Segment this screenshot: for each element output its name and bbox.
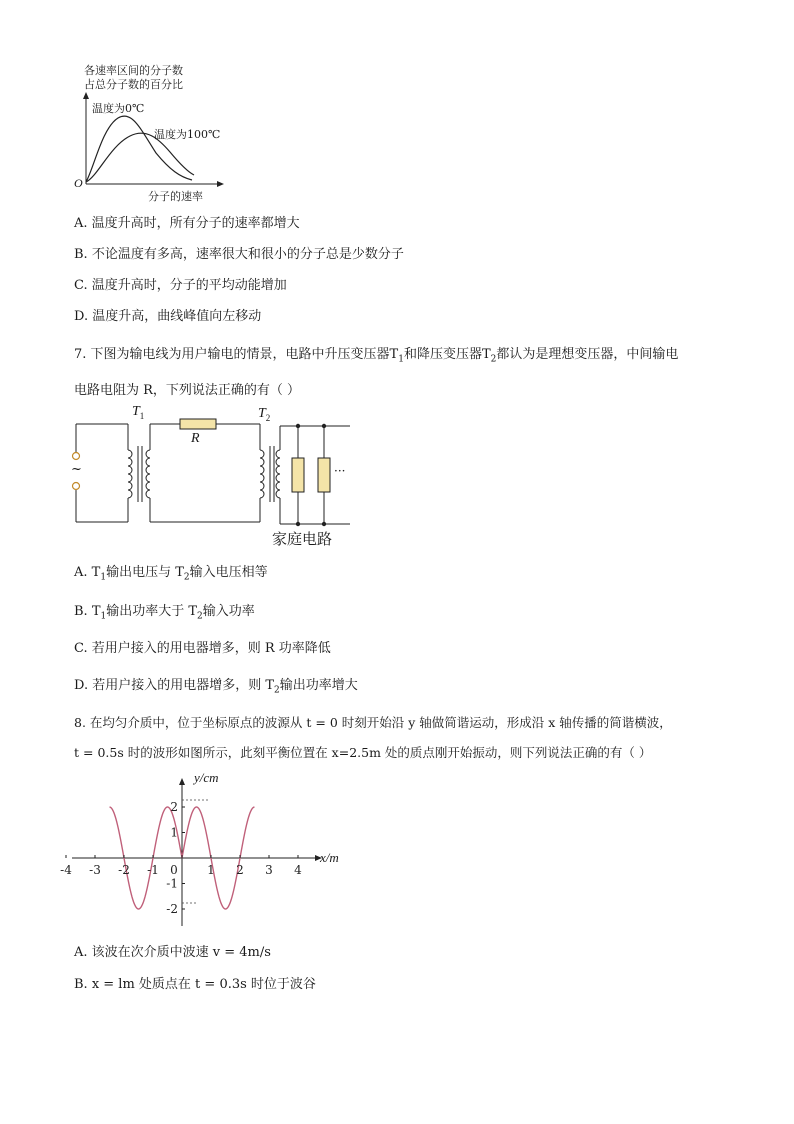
x-tick-label: -3	[89, 863, 101, 877]
wave-svg	[60, 770, 346, 930]
wave-graph	[60, 770, 346, 930]
load-2	[318, 458, 330, 492]
x-tick-label: -1	[147, 863, 159, 877]
terminal-top	[73, 453, 80, 460]
q7-option-c: C. 若用户接入的用电器增多，则 R 功率降低	[74, 641, 331, 656]
q8-option-a: A. 该波在次介质中波速 v = 4m/s	[74, 945, 271, 960]
q7-option-d: D. 若用户接入的用电器增多，则 $T_2$输出功率增大	[74, 678, 358, 696]
q6-option-c: C. 温度升高时，分子的平均动能增加	[74, 278, 287, 293]
q7-stem-line1: 7. 下图为输电线为用户输电的情景，电路中升压变压器$T_1$和降压变压器$T_2$都认为是理想变压器，中间输电	[74, 347, 679, 365]
q8-stem-line2: t = 0.5s 时的波形如图所示，此刻平衡位置在 x=2.5m 处的质点刚开始振动，则下列说法正确的有（ ）	[74, 745, 652, 760]
curve-label-0c: 温度为0℃	[92, 102, 145, 115]
x-tick-label: 2	[236, 863, 244, 877]
speed-distribution-figure	[70, 58, 240, 208]
wave-y-arrow	[179, 778, 185, 785]
load-dots: ···	[334, 464, 346, 478]
load-1	[292, 458, 304, 492]
x-tick-label: 3	[265, 863, 273, 877]
curve-label-100c: 温度为100℃	[154, 128, 221, 141]
x-tick-label: -2	[118, 863, 130, 877]
q6-option-b: B. 不论温度有多高，速率很大和很小的分子总是少数分子	[74, 247, 404, 262]
q7-option-a: A. $T_1$输出电压与 $T_2$输入电压相等	[74, 565, 268, 583]
x-tick-label: 4	[294, 863, 302, 877]
home-circuit-label: 家庭电路	[272, 530, 333, 548]
fig1-y-arrow	[83, 92, 89, 99]
y-tick-label: 2	[170, 800, 178, 814]
wave-xlabel: x/m	[320, 850, 339, 865]
q8-stem-line1: 8. 在均匀介质中，位于坐标原点的波源从 t = 0 时刻开始沿 y 轴做简谐运动，形成沿 x 轴传播的简谐横波，	[74, 715, 672, 730]
q8-option-b: B. x = lm 处质点在 t = 0.3s 时位于波谷	[74, 977, 316, 992]
x-tick-label: -4	[60, 863, 72, 877]
ac-symbol: ~	[71, 462, 82, 477]
x-tick-label: 1	[207, 863, 215, 877]
terminal-bottom	[73, 483, 80, 490]
resistor-r	[180, 419, 216, 429]
x-tick-label: 0	[170, 863, 178, 877]
fig1-xlabel: 分子的速率	[148, 190, 203, 203]
q7-option-b: B. $T_1$输出功率大于 $T_2$输入功率	[74, 604, 255, 622]
fig1-ylabel-line1: 各速率区间的分子数	[84, 64, 183, 77]
q7-stem-line2: 电路电阻为 R，下列说法正确的有（ ）	[74, 383, 301, 398]
fig1-ylabel-line2: 占总分子数的百分比	[84, 78, 183, 91]
circuit-diagram	[66, 404, 356, 550]
wave-ylabel: y/cm	[194, 770, 219, 785]
y-tick-label: -1	[166, 876, 178, 891]
r-label: R	[191, 431, 200, 446]
y-tick-label: 1	[170, 825, 178, 840]
y-tick-label: -2	[166, 902, 178, 916]
t1-label: $T_1$	[132, 404, 145, 421]
q6-option-a: A. 温度升高时，所有分子的速率都增大	[74, 216, 300, 231]
q6-option-d: D. 温度升高，曲线峰值向左移动	[74, 309, 262, 324]
t2-label: $T_2$	[258, 406, 271, 423]
fig1-origin: O	[74, 176, 83, 190]
fig1-x-arrow	[217, 181, 224, 187]
